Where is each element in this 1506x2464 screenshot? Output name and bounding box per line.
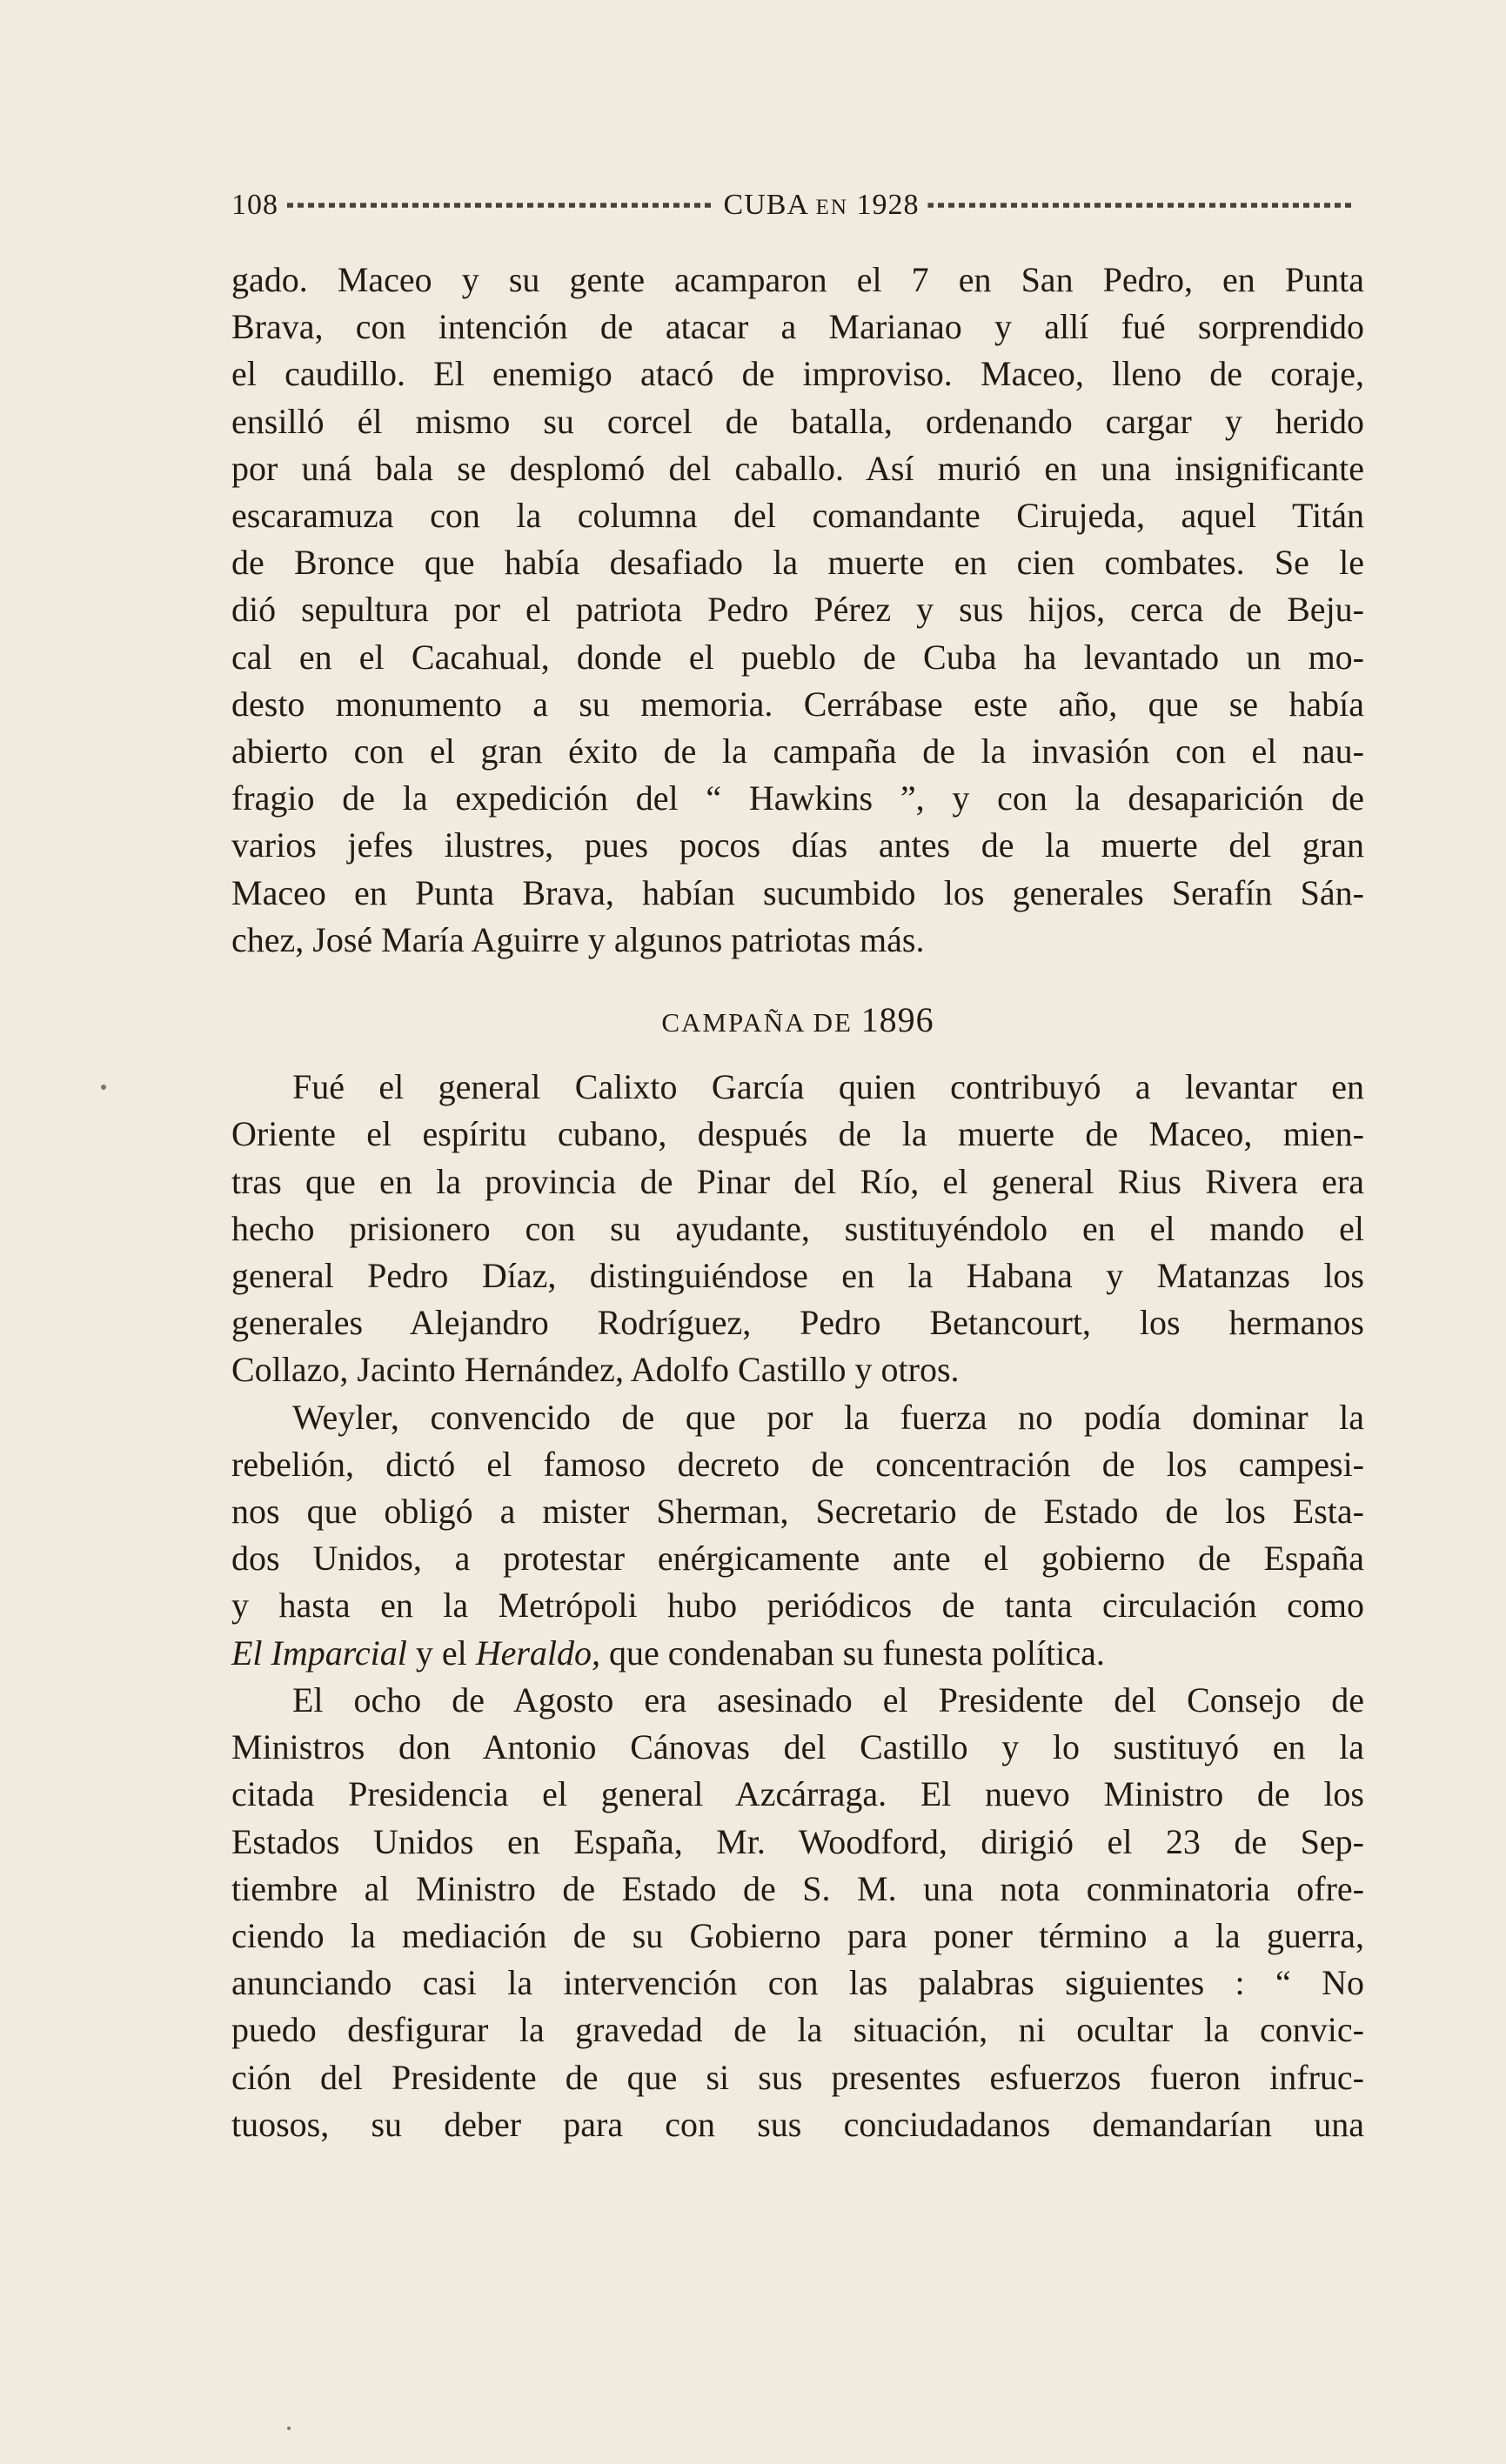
text-line: escaramuza con la columna del comandante Cirujeda, aquel Titán xyxy=(231,496,1364,536)
body-text xyxy=(231,257,1364,2148)
text-line: Fué el general Calixto García quien contribuyó a levantar en xyxy=(292,1067,1364,1107)
text-line: Weyler, convencido de que por la fuerza no podía dominar la xyxy=(292,1397,1364,1437)
text-line: dos Unidos, a protestar enérgicamente ante el gobierno de España xyxy=(231,1539,1364,1579)
paragraph-3 xyxy=(231,1394,1364,1677)
section-heading-text: CAMPAÑA DE xyxy=(661,1007,853,1038)
text-fragment: que condenaban su funesta política. xyxy=(600,1633,1105,1673)
text-line: ción del Presidente de que si sus presentes esfuerzos fueron infruc- xyxy=(231,2057,1364,2097)
text-line: cal en el Cacahual, donde el pueblo de Cuba ha levantado un mo- xyxy=(231,637,1364,677)
running-title-cuba: CUBA xyxy=(723,189,808,221)
running-title xyxy=(724,189,920,222)
section-heading xyxy=(231,997,1364,1046)
text-line: tras que en la provincia de Pinar del Río, el general Rius Rivera era xyxy=(231,1161,1364,1201)
text-line: fragio de la expedición del “ Hawkins ”, y con la desaparición de xyxy=(231,778,1364,818)
running-title-year: 1928 xyxy=(856,189,920,221)
text-line: rebelión, dictó el famoso decreto de concentración de los campesi- xyxy=(231,1444,1364,1484)
running-header xyxy=(231,186,1364,224)
text-line: anunciando casi la intervención con las palabras siguientes : “ No xyxy=(231,1963,1364,2003)
text-line: ciendo la mediación de su Gobierno para poner término a la guerra, xyxy=(231,1915,1364,1955)
text-line: general Pedro Díaz, distinguiéndose en la Habana y Matanzas los xyxy=(231,1256,1364,1296)
text-line: tuosos, su deber para con sus conciudadanos demandarían una xyxy=(231,2104,1364,2144)
text-line: El ocho de Agosto era asesinado el Presidente del Consejo de xyxy=(292,1679,1364,1719)
text-line: hecho prisionero con su ayudante, sustituyéndolo en el mando el xyxy=(231,1208,1364,1248)
newspaper-title: Heraldo, xyxy=(475,1633,601,1673)
paper-speck xyxy=(287,2427,291,2430)
paragraph-4 xyxy=(231,1677,1364,2148)
text-line: por uná bala se desplomó del caballo. Así murió en una insignificante xyxy=(231,448,1364,488)
text-line: tiembre al Ministro de Estado de S. M. una nota conminatoria ofre- xyxy=(231,1868,1364,1908)
text-line: Ministros don Antonio Cánovas del Castillo y lo sustituyó en la xyxy=(231,1727,1364,1767)
text-line: Maceo en Punta Brava, habían sucumbido los generales Serafín Sán- xyxy=(231,872,1364,912)
decorative-wave-rule-right xyxy=(927,199,1355,211)
text-line: Collazo, Jacinto Hernández, Adolfo Castillo y otros. xyxy=(231,1350,960,1390)
section-heading-year: 1896 xyxy=(860,1000,934,1040)
paragraph-1 xyxy=(231,257,1364,964)
text-line: desto monumento a su memoria. Cerrábase este año, que se había xyxy=(231,684,1364,724)
text-fragment: y el xyxy=(406,1633,476,1673)
text-line: de Bronce que había desafiado la muerte en cien combates. Se le xyxy=(231,543,1364,583)
text-line: nos que obligó a mister Sherman, Secretario de Estado de los Esta- xyxy=(231,1492,1364,1532)
newspaper-title: El Imparcial xyxy=(231,1633,407,1673)
text-line: chez, José María Aguirre y algunos patriotas más. xyxy=(231,919,925,959)
paragraph-2 xyxy=(231,1064,1364,1393)
text-line: Oriente el espíritu cubano, después de la muerte de Maceo, mien- xyxy=(231,1114,1364,1154)
page-number: 108 xyxy=(231,189,278,221)
text-line: citada Presidencia el general Azcárraga. El nuevo Ministro de los xyxy=(231,1774,1364,1814)
text-line: Estados Unidos en España, Mr. Woodford, dirigió el 23 de Sep- xyxy=(231,1821,1364,1861)
text-line xyxy=(231,1630,1364,1677)
text-line: puedo desfigurar la gravedad de la situación, ni ocultar la convic- xyxy=(231,2010,1364,2050)
text-line: ensilló él mismo su corcel de batalla, ordenando cargar y herido xyxy=(231,401,1364,441)
text-line: Brava, con intención de atacar a Marianao y allí fué sorprendido xyxy=(231,307,1364,347)
text-line: y hasta en la Metrópoli hubo periódicos de tanta circulación como xyxy=(231,1586,1364,1626)
text-line: dió sepultura por el patriota Pedro Pérez y sus hijos, cerca de Beju- xyxy=(231,590,1364,630)
text-line: generales Alejandro Rodríguez, Pedro Betancourt, los hermanos xyxy=(231,1303,1364,1343)
running-title-en: EN xyxy=(815,196,848,219)
text-line: el caudillo. El enemigo atacó de improviso. Maceo, lleno de coraje, xyxy=(231,354,1364,394)
text-line: varios jefes ilustres, pues pocos días antes de la muerte del gran xyxy=(231,825,1364,865)
text-line: abierto con el gran éxito de la campaña de la invasión con el nau- xyxy=(231,731,1364,771)
paper-speck xyxy=(101,1085,106,1090)
decorative-wave-rule-left xyxy=(287,199,715,211)
text-line: gado. Maceo y su gente acamparon el 7 en San Pedro, en Punta xyxy=(231,260,1364,299)
